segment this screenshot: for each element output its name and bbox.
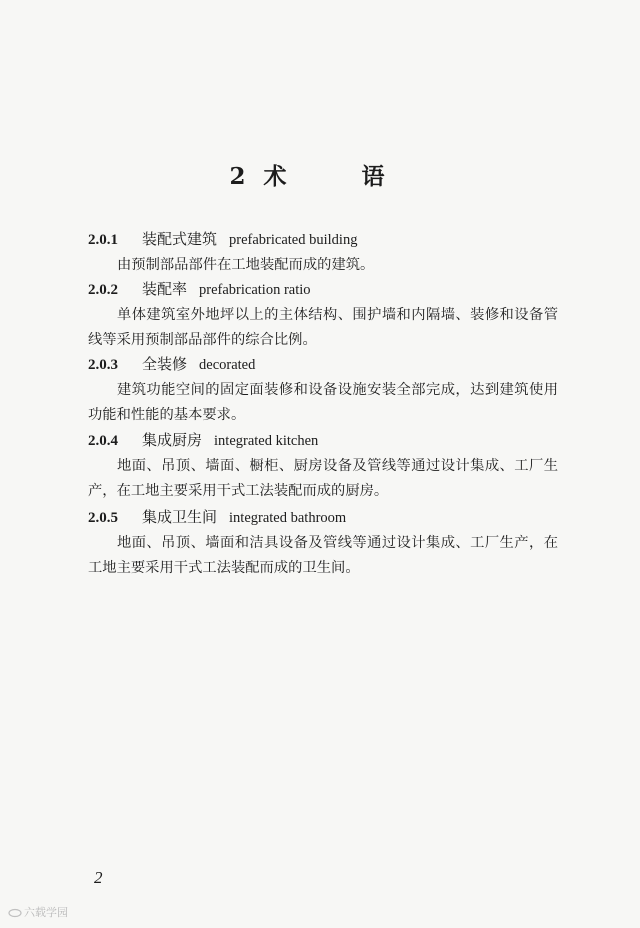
term-definition: 单体建筑室外地坪以上的主体结构、围护墙和内隔墙、装修和设备管线等采用预制部品部件的综合比例。	[88, 307, 558, 348]
term-english: integrated kitchen	[214, 433, 319, 449]
term-entry	[88, 352, 558, 428]
term-chinese: 全装修	[142, 355, 188, 373]
watermark-logo-icon	[8, 908, 22, 918]
term-entry	[88, 227, 558, 278]
term-english: prefabrication ratio	[199, 282, 311, 298]
term-english: integrated bathroom	[229, 510, 347, 526]
page-number: 2	[94, 868, 103, 887]
chapter-title: 术 语	[263, 163, 411, 190]
term-number: 2.0.1	[88, 232, 118, 248]
term-number: 2.0.4	[88, 433, 118, 449]
term-heading	[88, 428, 558, 453]
term-chinese: 装配式建筑	[142, 230, 218, 248]
watermark	[8, 904, 68, 920]
term-entry	[88, 277, 558, 353]
term-number: 2.0.5	[88, 510, 118, 526]
term-entry	[88, 505, 558, 581]
term-definition: 地面、吊顶、墙面、橱柜、厨房设备及管线等通过设计集成、工厂生产，在工地主要采用干式工法装配而成的厨房。	[88, 458, 558, 499]
term-number: 2.0.2	[88, 282, 118, 298]
term-heading	[88, 352, 558, 377]
term-definition: 建筑功能空间的固定面装修和设备设施安装全部完成，达到建筑使用功能和性能的基本要求。	[88, 382, 558, 423]
term-heading	[88, 277, 558, 302]
term-chinese: 集成厨房	[142, 431, 203, 449]
term-number: 2.0.3	[88, 357, 118, 373]
term-heading	[88, 505, 558, 530]
term-chinese: 集成卫生间	[142, 508, 218, 526]
term-definition: 地面、吊顶、墙面和洁具设备及管线等通过设计集成、工厂生产，在工地主要采用干式工法装配而成的卫生间。	[88, 535, 558, 576]
term-english: prefabricated building	[229, 232, 358, 248]
term-chinese: 装配率	[142, 280, 188, 298]
term-heading	[88, 227, 558, 252]
term-english: decorated	[199, 357, 256, 373]
chapter-heading	[0, 158, 640, 191]
watermark-text: 六载学园	[24, 906, 68, 919]
chapter-number: 2	[229, 163, 246, 190]
term-definition: 由预制部品部件在工地装配而成的建筑。	[117, 257, 375, 273]
term-entry	[88, 428, 558, 504]
